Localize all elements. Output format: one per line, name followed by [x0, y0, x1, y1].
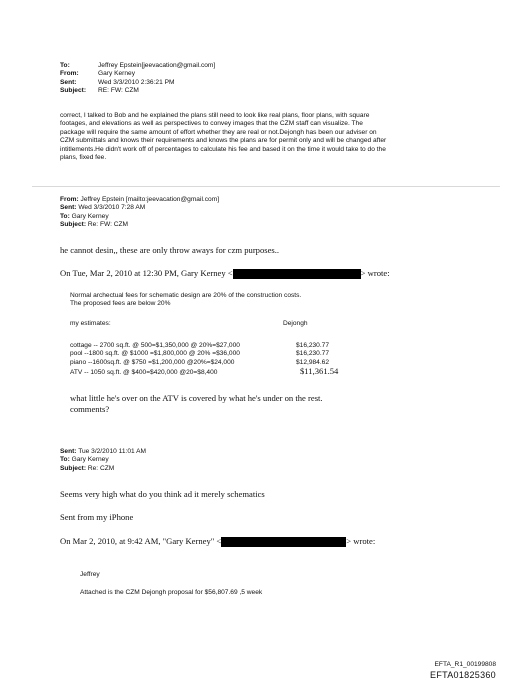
reply-1-line: correct, I talked to Bob and he explained the plans still need to look like real plans, floor plans, with square [60, 112, 370, 119]
dejongh-label: Dejongh [283, 320, 308, 327]
quote-line-2 [60, 268, 390, 279]
sent-label: Sent: [60, 204, 77, 212]
to-value: Gary Kerney [69, 212, 109, 220]
comment-line: what little he's over on the ATV is covered by what he's under on the rest. [70, 393, 323, 403]
sent-label: Sent: [60, 448, 77, 455]
message-3-body: Seems very high what do you think ad it merely schematics [60, 489, 265, 499]
sent-value: Wed 3/3/2010 7:28 AM [76, 204, 146, 212]
from-value: Gary Kerney [98, 70, 136, 78]
sent-value: Wed 3/3/2010 2:36:21 PM [98, 78, 175, 86]
estimate-desc: pool --1800 sq.ft. @ $1000 =$1,800,000 @ 20% =$36,000 [70, 350, 240, 358]
reply-1-body [60, 112, 500, 162]
redaction-block [221, 537, 346, 547]
to-label: To: [60, 62, 70, 69]
quote-suffix: > wrote: [346, 536, 376, 546]
from-value: Jeffrey Epstein [mailto:jeevacation@gmail.com] [78, 196, 220, 203]
message-4-body: Attached is the CZM Dejongh proposal for $56,807.69 ,5 week [80, 589, 263, 596]
to-value: Gary Kerney [69, 456, 109, 464]
email-header-1 [60, 62, 215, 96]
subject-value: Re: FW: CZM [86, 221, 129, 229]
to-label: To: [60, 212, 70, 220]
subject-label: Subject: [60, 464, 87, 472]
sent-label: Sent: [60, 78, 77, 86]
estimate-comment [70, 393, 323, 415]
quote-prefix: On Mar 2, 2010, at 9:42 AM, "Gary Kerney" < [60, 536, 222, 546]
email-header-3 [60, 448, 146, 473]
subject-value: RE: FW: CZM [98, 87, 139, 95]
estimate-intro [70, 292, 301, 309]
table-row [70, 342, 430, 350]
subject-value: Re: CZM [86, 464, 115, 472]
divider [32, 186, 500, 187]
email-header-2 [60, 196, 219, 230]
dejongh-value: $12,984.62 [296, 358, 330, 366]
message-4-greeting: Jeffrey [80, 571, 100, 578]
dejongh-value: $11,361.54 [300, 366, 339, 377]
reply-1-line: package will require the same amount of effort whether they are real or not.Dejongh has been our adviser on [60, 128, 377, 136]
bates-number-1: EFTA_R1_00199808 [434, 661, 496, 668]
subject-label: Subject: [60, 87, 87, 95]
reply-1-line: plans, fixed fee. [60, 154, 107, 162]
bates-number-2: EFTA01825360 [430, 670, 496, 680]
dejongh-value: $16,230.77 [296, 342, 330, 349]
dejongh-value: $16,230.77 [296, 350, 330, 358]
from-label: From: [60, 70, 79, 78]
message-2-body: he cannot desin,, these are only throw aways for czm purposes.. [60, 245, 280, 255]
from-label: From: [60, 196, 79, 203]
estimate-table [70, 342, 430, 378]
redaction-block [233, 269, 361, 279]
estimate-desc: cottage -- 2700 sq.ft. @ 500=$1,350,000 @ 20%=$27,000 [70, 342, 240, 349]
reply-1-line: CZM submittals and knows their requirements and knows the plans are for permit only and will be changed after [60, 137, 387, 145]
table-row [70, 359, 430, 367]
quote-suffix: > wrote: [360, 268, 390, 278]
to-label: To: [60, 456, 70, 464]
subject-label: Subject: [60, 221, 87, 229]
comment-line: comments? [70, 404, 110, 414]
message-3-signature: Sent from my iPhone [60, 512, 134, 522]
estimate-desc: piano --1600sq.ft. @ $750 =$1,200,000 @20%=$24,000 [70, 358, 235, 366]
reply-1-line: intitlements.He didn't work off of percentages to calculate his fee and based it on the time it would take to do the [60, 145, 386, 153]
to-value: Jeffrey Epstein[jeevacation@gmail.com] [98, 62, 216, 69]
estimate-line: The proposed fees are below 20% [70, 300, 171, 308]
quote-line-3 [60, 536, 375, 547]
table-row [70, 350, 430, 358]
estimate-line: Normal archectual fees for schematic design are 20% of the construction costs. [70, 292, 302, 299]
my-estimates-label: my estimates: [70, 320, 111, 327]
table-row [70, 367, 430, 377]
estimate-desc: ATV -- 1050 sq.ft. @ $400=$420,000 @20=$8,400 [70, 369, 218, 377]
reply-1-line: footages, and elevations as well as perspectives to convey images that the CZM staff can visualize. The [60, 120, 363, 128]
sent-value: Tue 3/2/2010 11:01 AM [76, 448, 147, 455]
quote-prefix: On Tue, Mar 2, 2010 at 12:30 PM, Gary Kerney < [60, 268, 233, 278]
